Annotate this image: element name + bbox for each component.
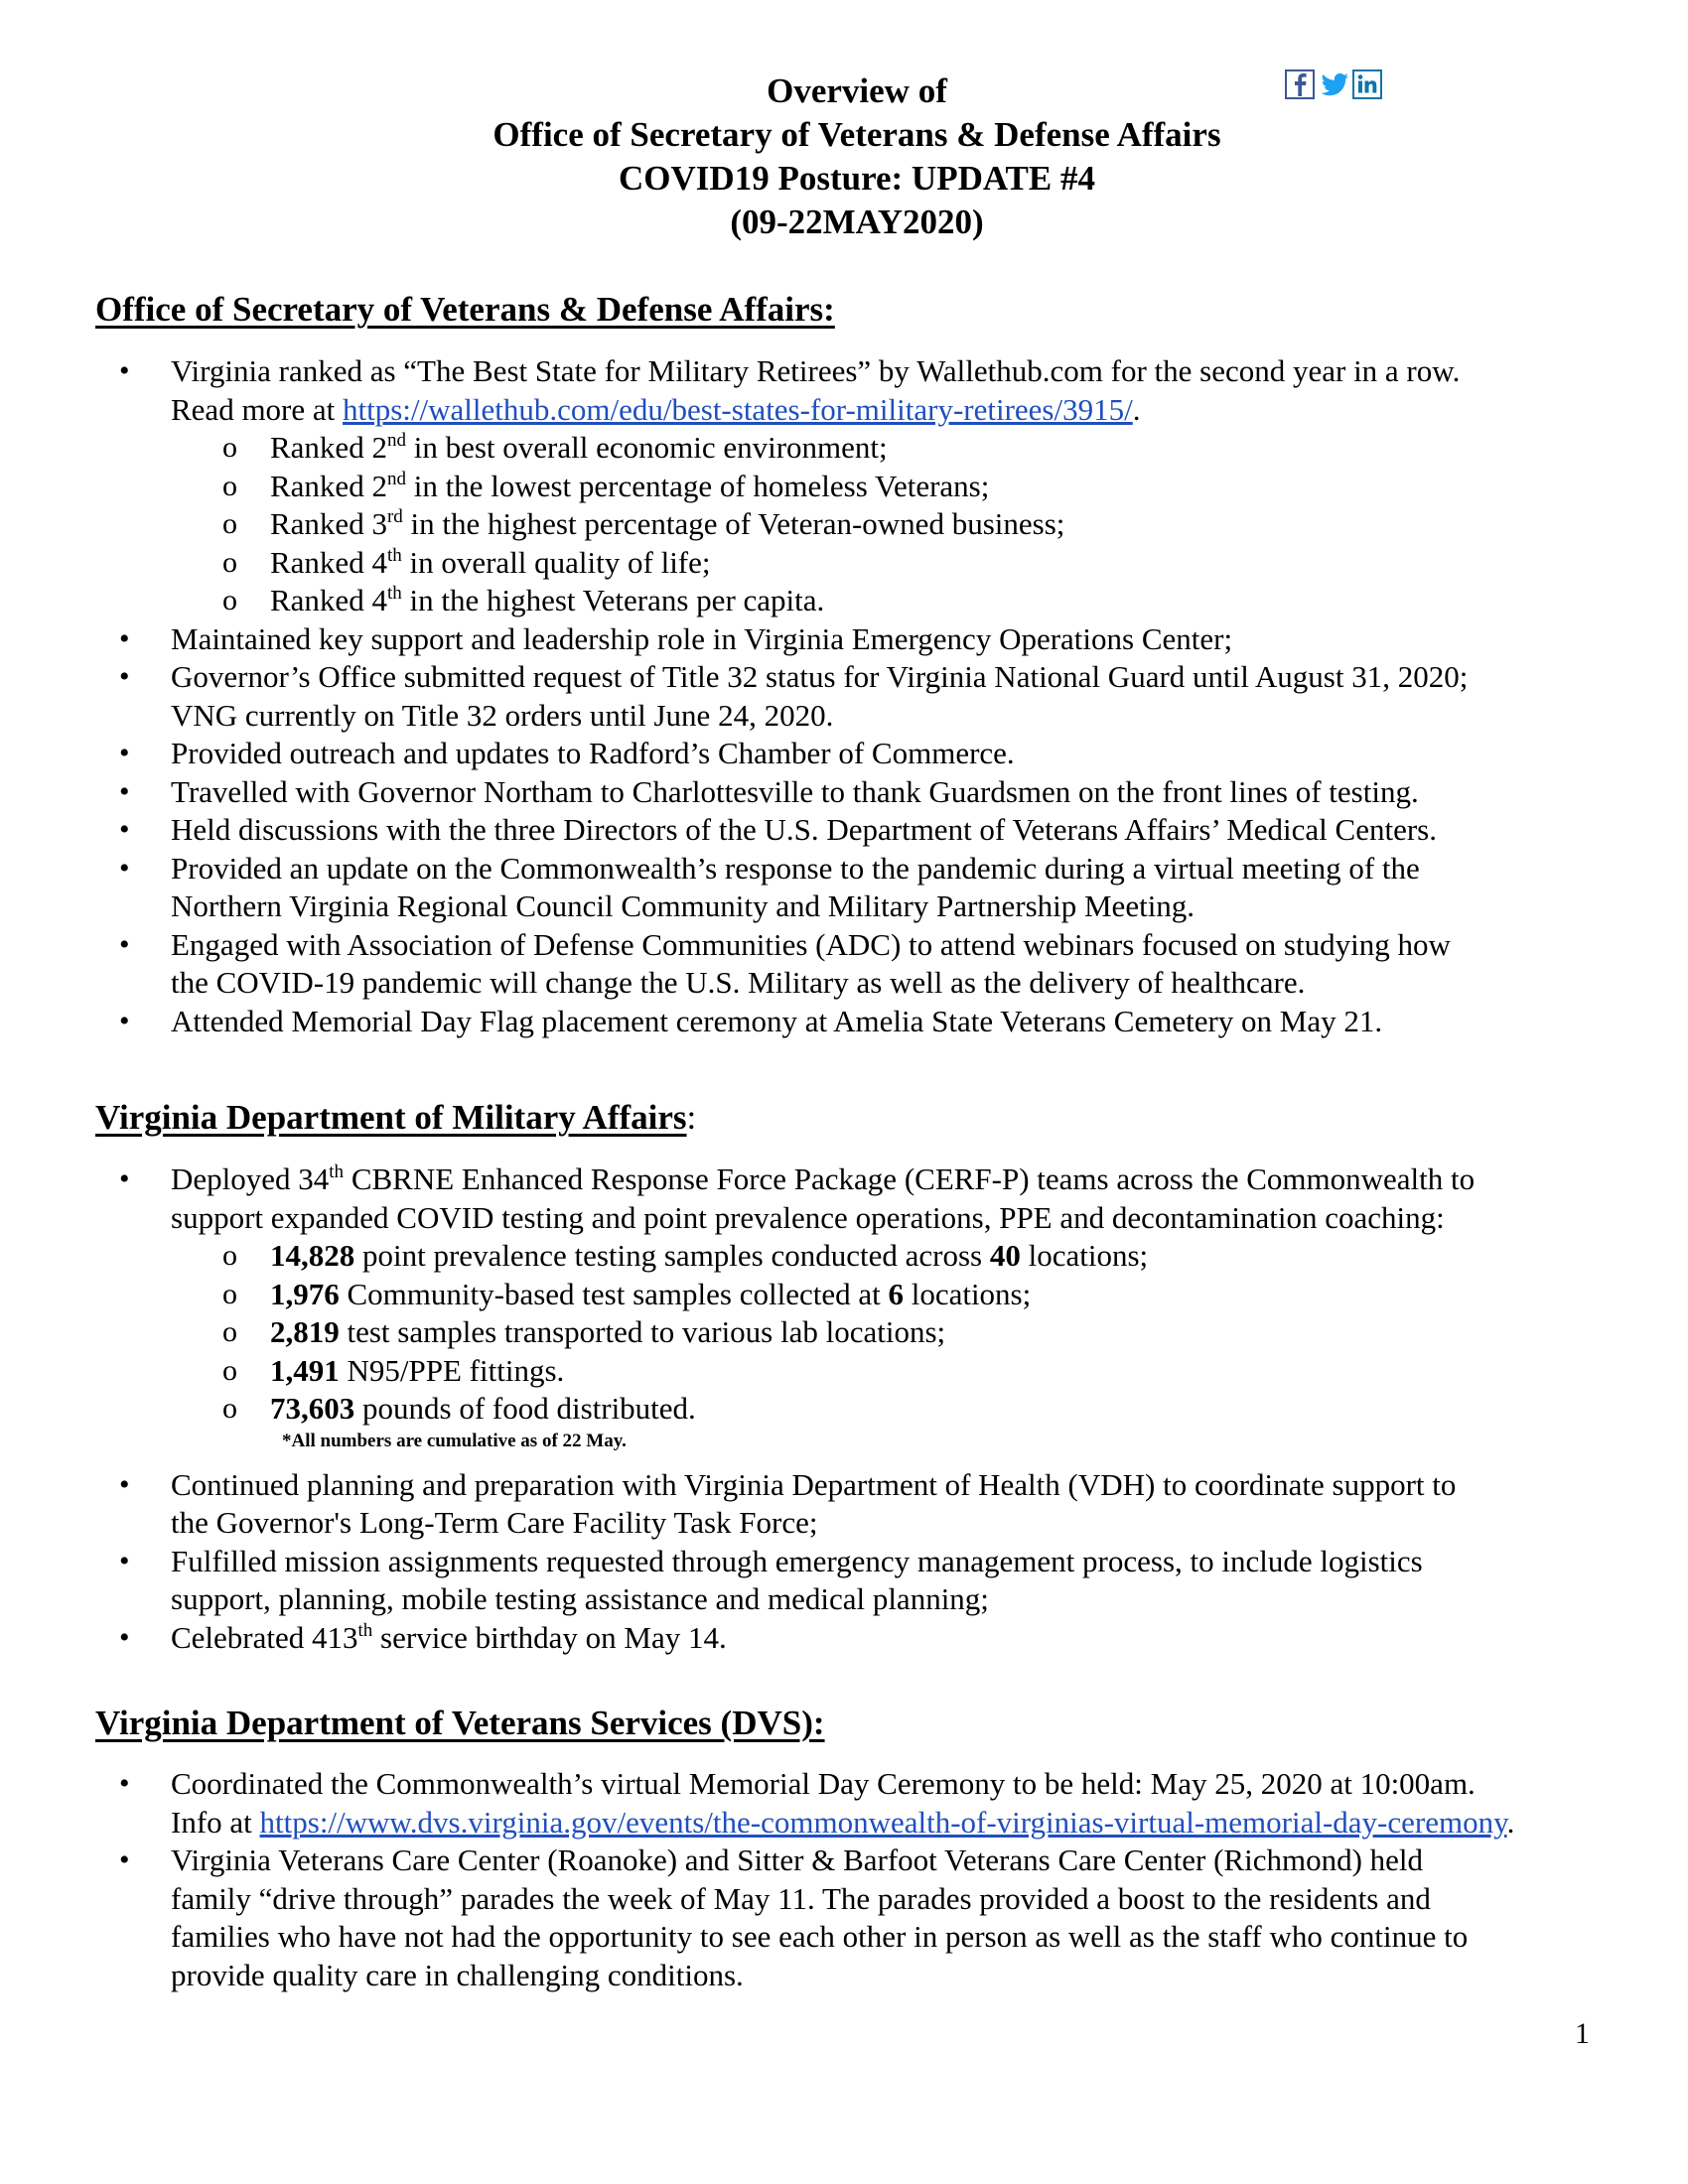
- bullet-text: Virginia ranked as “The Best State for Military Retirees” by Wallethub.com for the second year in a row.: [171, 353, 1461, 388]
- bullet-text: Fulfilled mission assignments requested through emergency management process, to include logistics: [171, 1543, 1423, 1578]
- sub-item-text: Ranked 4: [270, 544, 387, 580]
- ordinal-suffix: rd: [386, 506, 403, 528]
- bullet-text: the COVID-19 pandemic will change the U.S. Military as well as the delivery of healthcare.: [171, 965, 1306, 1000]
- stat-number: 14,828: [270, 1238, 355, 1273]
- bullet-text: family “drive through” parades the week of May 11. The parades provided a boost to the residents and: [171, 1880, 1431, 1916]
- veterans-services-bullet-list: [0, 1765, 1688, 1994]
- bullet-text: Maintained key support and leadership role in Virginia Emergency Operations Center;: [171, 620, 1233, 656]
- facebook-icon[interactable]: [1285, 69, 1315, 99]
- list-item: [0, 620, 1688, 659]
- sub-item-text: test samples transported to various lab locations;: [339, 1314, 946, 1349]
- stat-number: 6: [888, 1276, 904, 1311]
- secretary-bullet-list: [0, 352, 1688, 1040]
- title-line-1: Overview of: [767, 71, 947, 110]
- linkedin-icon[interactable]: [1352, 69, 1382, 99]
- sub-item-text: in best overall economic environment;: [405, 430, 888, 465]
- title-line-2: Office of Secretary of Veterans & Defense Affairs: [492, 115, 1221, 154]
- sub-list-item: [171, 1313, 1628, 1352]
- bullet-text: Virginia Veterans Care Center (Roanoke) and Sitter & Barfoot Veterans Care Center (Richmond) held: [171, 1843, 1424, 1877]
- bullet-text: VNG currently on Title 32 orders until June 24, 2020.: [171, 697, 834, 733]
- sub-item-text: Community-based test samples collected at: [339, 1276, 889, 1311]
- ordinal-suffix: nd: [386, 468, 406, 489]
- bullet-text-part: Celebrated 413: [171, 1619, 358, 1655]
- bullet-text: support expanded COVID testing and point prevalence operations, PPE and decontamination coaching:: [171, 1199, 1445, 1235]
- document-title: [0, 69, 1688, 244]
- read-more-label: Read more at: [171, 391, 344, 427]
- list-item: [0, 1619, 1688, 1658]
- list-item: [0, 1003, 1688, 1041]
- list-item: [0, 1543, 1688, 1619]
- sub-item-text: Ranked 4: [270, 583, 387, 617]
- sub-list-item: [171, 582, 1628, 620]
- bullet-text: [171, 1161, 1475, 1196]
- bullet-text: Provided outreach and updates to Radford’s Chamber of Commerce.: [171, 736, 1015, 770]
- bullet-text: support, planning, mobile testing assistance and medical planning;: [171, 1581, 989, 1616]
- ordinal-suffix: th: [386, 583, 402, 605]
- footnote: *All numbers are cumulative as of 22 May.: [282, 1430, 627, 1451]
- list-item: [0, 1765, 1688, 1842]
- sub-item-text: locations;: [903, 1276, 1032, 1311]
- bullet-text: Attended Memorial Day Flag placement ceremony at Amelia State Veterans Cemetery on May 21.: [171, 1003, 1383, 1038]
- dvs-ceremony-link[interactable]: https://www.dvs.virginia.gov/events/the-commonwealth-of-virginias-virtual-memorial-day-ceremony: [259, 1804, 1507, 1840]
- sub-item-text: Ranked 2: [270, 468, 387, 503]
- bullet-text-part: Deployed 34: [171, 1161, 330, 1196]
- twitter-icon[interactable]: [1319, 69, 1348, 99]
- page-number: 1: [1575, 2017, 1590, 2050]
- ordinal-suffix: th: [357, 1619, 373, 1641]
- bullet-text: Continued planning and preparation with Virginia Department of Health (VDH) to coordinate support to: [171, 1466, 1457, 1502]
- ordinal-suffix: th: [386, 544, 402, 566]
- title-line-4: (09-22MAY2020): [730, 203, 984, 241]
- sub-list-item: [171, 429, 1628, 468]
- cerfp-stats-sublist: [171, 1237, 1628, 1429]
- stat-number: 1,976: [270, 1276, 340, 1311]
- bullet-text: Provided an update on the Commonwealth’s response to the pandemic during a virtual meeting of the: [171, 850, 1420, 886]
- sub-item-text: N95/PPE fittings.: [339, 1352, 565, 1388]
- section-heading-veterans-services: Virginia Department of Veterans Services (DVS):: [95, 1704, 825, 1742]
- stat-number: 1,491: [270, 1352, 340, 1388]
- sub-list-item: [171, 1276, 1628, 1314]
- bullet-text: Governor’s Office submitted request of Title 32 status for Virginia National Guard until August 31, 2020;: [171, 659, 1469, 694]
- list-item: [0, 1842, 1688, 1994]
- section-heading-military-affairs: Virginia Department of Military Affairs:: [95, 1098, 697, 1137]
- bullet-text: Held discussions with the three Directors of the U.S. Department of Veterans Affairs’ Medical Centers.: [171, 812, 1437, 847]
- sub-item-text: locations;: [1020, 1238, 1149, 1273]
- list-item: [0, 811, 1688, 850]
- list-item: [0, 658, 1688, 735]
- list-item: [0, 773, 1688, 812]
- stat-number: 2,819: [270, 1314, 340, 1349]
- list-item: [0, 926, 1688, 1003]
- ordinal-suffix: th: [329, 1161, 345, 1183]
- sub-item-text: Ranked 3: [270, 506, 387, 541]
- bullet-text: the Governor's Long-Term Care Facility Task Force;: [171, 1505, 818, 1540]
- sub-item-text: in the highest Veterans per capita.: [401, 583, 825, 617]
- social-share-bar: [1285, 69, 1382, 99]
- list-item: [0, 735, 1688, 773]
- spacer: [171, 1454, 1628, 1466]
- info-label: Info at: [171, 1804, 260, 1840]
- list-item: [0, 850, 1688, 926]
- bullet-text: families who have not had the opportunity to see each other in person as well as the staff who continue to: [171, 1919, 1469, 1954]
- bullet-text-part: CBRNE Enhanced Response Force Package (CERF-P) teams across the Commonwealth to: [344, 1161, 1476, 1196]
- bullet-text: Northern Virginia Regional Council Community and Military Partnership Meeting.: [171, 888, 1196, 923]
- heading-colon: :: [686, 1098, 697, 1137]
- sub-list-item: [171, 544, 1628, 583]
- bullet-text: provide quality care in challenging conditions.: [171, 1957, 744, 1992]
- sub-item-text: pounds of food distributed.: [354, 1391, 696, 1426]
- list-item: [0, 352, 1688, 620]
- sub-list-item: [171, 1352, 1628, 1391]
- stat-number: 40: [989, 1238, 1021, 1273]
- title-line-3: COVID19 Posture: UPDATE #4: [619, 159, 1095, 198]
- ranking-sublist: [171, 429, 1628, 620]
- list-item: [0, 1466, 1688, 1543]
- wallethub-link[interactable]: https://wallethub.com/edu/best-states-for-military-retirees/3915/: [343, 391, 1133, 427]
- stat-number: 73,603: [270, 1391, 355, 1426]
- punctuation: .: [1506, 1804, 1515, 1840]
- sub-item-text: in overall quality of life;: [401, 544, 711, 580]
- military-affairs-bullet-list: [0, 1160, 1688, 1657]
- ordinal-suffix: nd: [386, 430, 406, 452]
- sub-item-text: in the lowest percentage of homeless Veterans;: [405, 468, 990, 503]
- sub-item-text: point prevalence testing samples conducted across: [354, 1238, 990, 1273]
- punctuation: .: [1132, 391, 1141, 427]
- section-heading-secretary: Office of Secretary of Veterans & Defense Affairs:: [95, 290, 835, 329]
- sub-list-item: [171, 1390, 1628, 1429]
- bullet-text: Travelled with Governor Northam to Charlottesville to thank Guardsmen on the front lines of testing.: [171, 773, 1419, 809]
- bullet-text-part: service birthday on May 14.: [372, 1619, 727, 1655]
- bullet-text: Coordinated the Commonwealth’s virtual Memorial Day Ceremony to be held: May 25, 2020 at 10:00am.: [171, 1766, 1476, 1801]
- list-item: [0, 1160, 1688, 1466]
- sub-item-text: in the highest percentage of Veteran-owned business;: [402, 506, 1065, 541]
- bullet-text: [171, 1805, 1514, 1840]
- sub-list-item: [171, 468, 1628, 506]
- sub-item-text: Ranked 2: [270, 430, 387, 465]
- sub-list-item: [171, 505, 1628, 544]
- bullet-text: Engaged with Association of Defense Communities (ADC) to attend webinars focused on studying how: [171, 926, 1451, 962]
- sub-list-item: [171, 1237, 1628, 1276]
